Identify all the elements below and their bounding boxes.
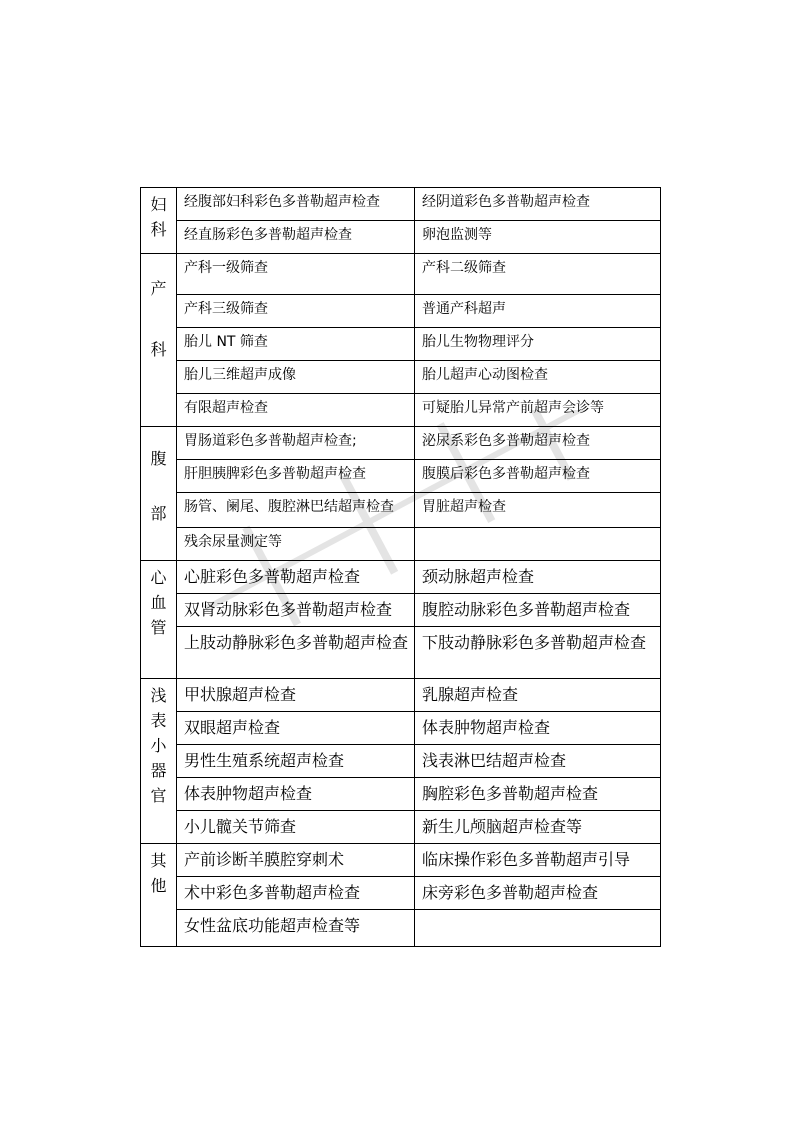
table-row xyxy=(141,844,661,877)
exam-item-right: 可疑胎儿异常产前超声会诊等 xyxy=(415,394,661,427)
exam-item-left: 胎儿三维超声成像 xyxy=(177,361,415,394)
table-row xyxy=(141,493,661,528)
table-row xyxy=(141,460,661,493)
table-row xyxy=(141,528,661,561)
exam-item-left: 产科三级筛查 xyxy=(177,295,415,328)
exam-item-left: 甲状腺超声检查 xyxy=(177,679,415,712)
exam-item-left: 男性生殖系统超声检查 xyxy=(177,745,415,778)
exam-item-right: 体表肿物超声检查 xyxy=(415,712,661,745)
exam-table-body xyxy=(141,188,661,947)
exam-item-left: 双眼超声检查 xyxy=(177,712,415,745)
exam-item-left: 经直肠彩色多普勒超声检查 xyxy=(177,221,415,254)
exam-item-left: 经腹部妇科彩色多普勒超声检查 xyxy=(177,188,415,221)
category-cell xyxy=(141,254,177,427)
exam-item-right xyxy=(415,910,661,947)
exam-item-left: 双肾动脉彩色多普勒超声检查 xyxy=(177,594,415,627)
exam-item-left: 肠管、阑尾、腹腔淋巴结超声检查 xyxy=(177,493,415,528)
table-row xyxy=(141,295,661,328)
table-row xyxy=(141,394,661,427)
category-label: 腹部 xyxy=(150,449,167,523)
category-label: 浅表小器官 xyxy=(150,686,167,805)
table-row xyxy=(141,811,661,844)
exam-item-right: 胎儿超声心动图检查 xyxy=(415,361,661,394)
exam-item-right: 乳腺超声检查 xyxy=(415,679,661,712)
exam-item-left: 体表肿物超声检查 xyxy=(177,778,415,811)
table-row xyxy=(141,427,661,460)
exam-item-right: 普通产科超声 xyxy=(415,295,661,328)
exam-item-right: 下肢动静脉彩色多普勒超声检查 xyxy=(415,627,661,679)
category-label: 其他 xyxy=(150,851,167,895)
exam-item-right: 床旁彩色多普勒超声检查 xyxy=(415,877,661,910)
exam-item-right: 新生儿颅脑超声检查等 xyxy=(415,811,661,844)
exam-item-right: 经阴道彩色多普勒超声检查 xyxy=(415,188,661,221)
table-row xyxy=(141,328,661,361)
category-cell xyxy=(141,679,177,844)
exam-item-right: 腹膜后彩色多普勒超声检查 xyxy=(415,460,661,493)
table-row xyxy=(141,627,661,679)
category-cell xyxy=(141,561,177,679)
category-cell xyxy=(141,844,177,947)
table-row xyxy=(141,361,661,394)
exam-item-left: 胃肠道彩色多普勒超声检查; xyxy=(177,427,415,460)
table-row xyxy=(141,561,661,594)
exam-item-left: 心脏彩色多普勒超声检查 xyxy=(177,561,415,594)
exam-item-right: 胎儿生物物理评分 xyxy=(415,328,661,361)
exam-item-left: 产前诊断羊膜腔穿刺术 xyxy=(177,844,415,877)
table-row xyxy=(141,594,661,627)
category-cell xyxy=(141,188,177,254)
exam-item-right: 浅表淋巴结超声检查 xyxy=(415,745,661,778)
exam-item-left: 残余尿量测定等 xyxy=(177,528,415,561)
exam-item-right: 胸腔彩色多普勒超声检查 xyxy=(415,778,661,811)
category-label: 妇科 xyxy=(150,195,167,239)
table-row xyxy=(141,254,661,295)
exam-item-left: 肝胆胰脾彩色多普勒超声检查 xyxy=(177,460,415,493)
category-cell xyxy=(141,427,177,561)
exam-item-left: 女性盆底功能超声检查等 xyxy=(177,910,415,947)
exam-item-left: 小儿髋关节筛查 xyxy=(177,811,415,844)
table-row xyxy=(141,745,661,778)
exam-item-right: 胃脏超声检查 xyxy=(415,493,661,528)
table-row xyxy=(141,877,661,910)
table-row xyxy=(141,188,661,221)
table-row xyxy=(141,778,661,811)
exam-item-left: 有限超声检查 xyxy=(177,394,415,427)
exam-item-right xyxy=(415,528,661,561)
table-row xyxy=(141,712,661,745)
category-label: 产科 xyxy=(150,279,167,359)
exam-item-left: 产科一级筛查 xyxy=(177,254,415,295)
table-row xyxy=(141,910,661,947)
exam-item-right: 腹腔动脉彩色多普勒超声检查 xyxy=(415,594,661,627)
exam-item-right: 临床操作彩色多普勒超声引导 xyxy=(415,844,661,877)
category-label: 心血管 xyxy=(150,568,167,637)
exam-item-left: 术中彩色多普勒超声检查 xyxy=(177,877,415,910)
exam-item-right: 卵泡监测等 xyxy=(415,221,661,254)
exam-item-right: 泌尿系彩色多普勒超声检查 xyxy=(415,427,661,460)
exam-item-left: 胎儿 NT 筛查 xyxy=(177,328,415,361)
table-row xyxy=(141,221,661,254)
exam-item-right: 产科二级筛查 xyxy=(415,254,661,295)
exam-item-right: 颈动脉超声检查 xyxy=(415,561,661,594)
exam-item-left: 上肢动静脉彩色多普勒超声检查 xyxy=(177,627,415,679)
table-row xyxy=(141,679,661,712)
ultrasound-exam-table xyxy=(140,187,661,947)
